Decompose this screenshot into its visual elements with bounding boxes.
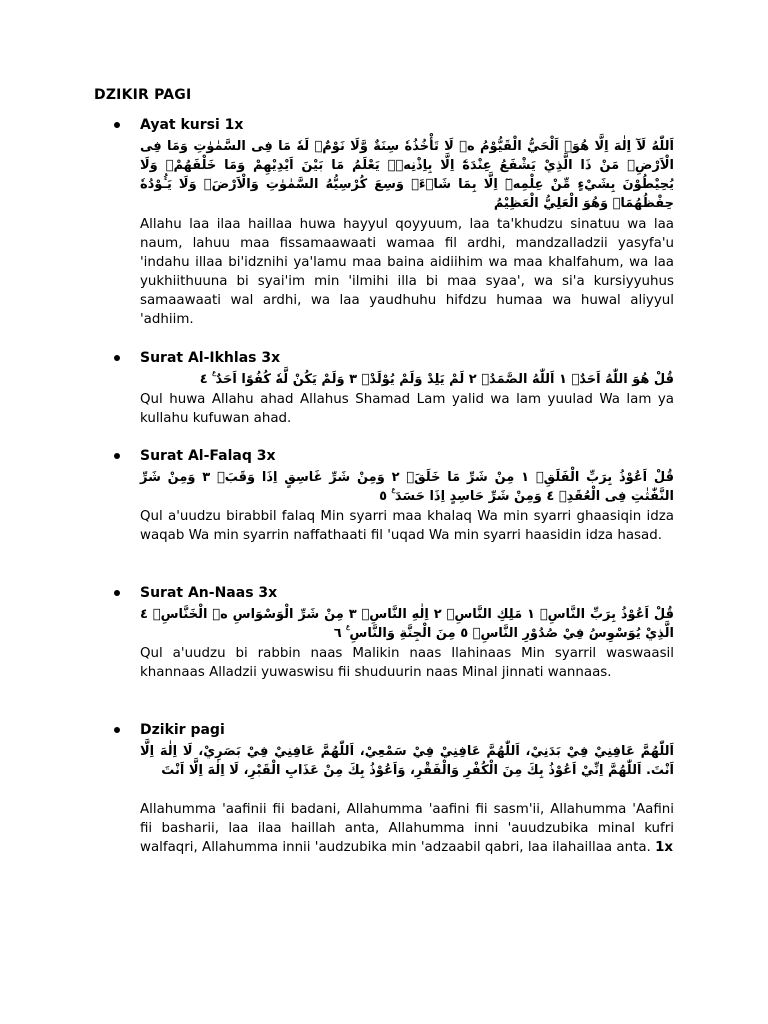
arabic-text: قُلْ اَعُوْذُ بِرَبِّ الْفَلَقِۙ ١ مِنْ شَرِّ مَا خَلَقَۙ ٢ وَمِنْ شَرِّ غَاسِقٍ اِذَا وَقَبَۙ ٣ وَمِنْ شَرِّ النَّفّٰثٰتِ فِى الْعُقَدِۙ ٤ وَمِنْ شَرِّ حَاسِدٍ اِذَا حَسَدَ ࣖ ٥ xyxy=(140,470,674,504)
section-title: Ayat kursi 1x xyxy=(140,117,244,133)
document-title: DZIKIR PAGI xyxy=(94,87,192,103)
section-title: Surat An-Naas 3x xyxy=(140,585,278,601)
arabic-text: اَللّٰهُ لَآ اِلٰهَ اِلَّا هُوَۚ اَلْحَيُّ الْقَيُّوْمُ ەۚ لَا تَأْخُذُهٗ سِنَةٌ وَّلَا نَوْمٌۗ لَهٗ مَا فِى السَّمٰوٰتِ وَمَا فِى الْاَرْضِۗ مَنْ ذَا الَّذِيْ يَشْفَعُ عِنْدَهٗٓ اِلَّا بِاِذْنِهٖۗ يَعْلَمُ مَا بَيْنَ اَيْدِيْهِمْ وَمَا خَلْفَهُمْۚ وَلَا يُحِيْطُوْنَ بِشَيْءٍ مِّنْ عِلْمِهٖٓ اِلَّا بِمَا شَاۤءَۚ وَسِعَ كُرْسِيُّهُ السَّمٰوٰتِ وَالْاَرْضَۚ وَلَا يَـُٔوْدُهٗ حِفْظُهُمَاۚ وَهُوَ الْعَلِيُّ الْعَظِيْمُ xyxy=(140,139,674,211)
section-title: Surat Al-Falaq 3x xyxy=(140,448,276,464)
latin-text: Qul a'uudzu bi rabbin naas Malikin naas Ilahinaas Min syarril waswaasil khannaas Alladzii yuwaswisu fii shuduurin naas Minal jinnati wannaas. xyxy=(140,646,674,680)
latin-body: Allahumma 'aafinii fii badani, Allahumma 'aafini fii sasm'ii, Allahumma 'Aafini fii basharii, laa ilaa haillah anta, Allahumma inni 'auudzubika minal kufri walfaqri, Allahumma innii 'audzubika min 'adzaabil qabri, laa ilahaillaa anta. xyxy=(140,802,674,855)
arabic-text: اَللّٰهُمَّ عَافِنِيْ فِيْ بَدَنِيْ، اَللّٰهُمَّ عَافِنِيْ فِيْ سَمْعِيْ، اَللّٰهُمَّ عَافِنِيْ فِيْ بَصَرِيْ، لَا اِلٰهَ اِلَّا اَنْتَ. اَللّٰهُمَّ اِنِّيْ اَعُوْذُ بِكَ مِنَ الْكُفْرِ وَالْفَقْرِ، وَاَعُوْذُ بِكَ مِنْ عَذَابِ الْقَبْرِ، لَا اِلٰهَ اِلَّا اَنْتَ xyxy=(140,744,674,778)
latin-text: Allahu laa ilaa haillaa huwa hayyul qoyyuum, laa ta'khudzu sinatuu wa laa naum, lahuu maa fissamaawaati wamaa fil ardhi, mandzalladzii yasyfa'u 'indahu illaa bi'idznihi ya'lamu maa baina aidiihim wa maa khalfahum, wa laa yukhiithuuna bi syai'im min 'ilmihi illa bi maa syaa', wa si'a kursiyyuhus samaawaati wal ardhi, wa laa yaudhuhu hifdzu humaa wa huwal aliyyul 'adhiim. xyxy=(140,217,674,327)
section-title: Surat Al-Ikhlas 3x xyxy=(140,350,281,366)
latin-text: Qul a'uudzu birabbil falaq Min syarri maa khalaq Wa min syarri ghaasiqin idza waqab Wa min syarrin naffathaati fil 'uqad Wa min syarri haasidin idza hasad. xyxy=(140,509,674,543)
bullet-icon xyxy=(114,590,120,596)
repeat-count: 1x xyxy=(655,840,674,855)
bullet-icon xyxy=(114,355,120,361)
latin-text xyxy=(140,800,674,857)
section-title: Dzikir pagi xyxy=(140,722,225,738)
latin-text: Qul huwa Allahu ahad Allahus Shamad Lam yalid wa lam yuulad Wa lam ya kullahu kufuwan ahad. xyxy=(140,392,674,426)
bullet-icon xyxy=(114,122,120,128)
arabic-text: قُلْ اَعُوْذُ بِرَبِّ النَّاسِۙ ١ مَلِكِ النَّاسِۙ ٢ اِلٰهِ النَّاسِۙ ٣ مِنْ شَرِّ الْوَسْوَاسِ ەۙ الْخَنَّاسِۙ ٤ الَّذِيْ يُوَسْوِسُ فِيْ صُدُوْرِ النَّاسِۙ ٥ مِنَ الْجِنَّةِ وَالنَّاسِ ࣖ ٦ xyxy=(140,607,674,641)
arabic-text: قُلْ هُوَ اللّٰهُ اَحَدٌۚ ١ اَللّٰهُ الصَّمَدُۚ ٢ لَمْ يَلِدْ وَلَمْ يُوْلَدْۙ ٣ وَلَمْ يَكُنْ لَّهٗ كُفُوًا اَحَدٌ ࣖ ٤ xyxy=(199,372,674,387)
bullet-icon xyxy=(114,453,120,459)
bullet-icon xyxy=(114,727,120,733)
